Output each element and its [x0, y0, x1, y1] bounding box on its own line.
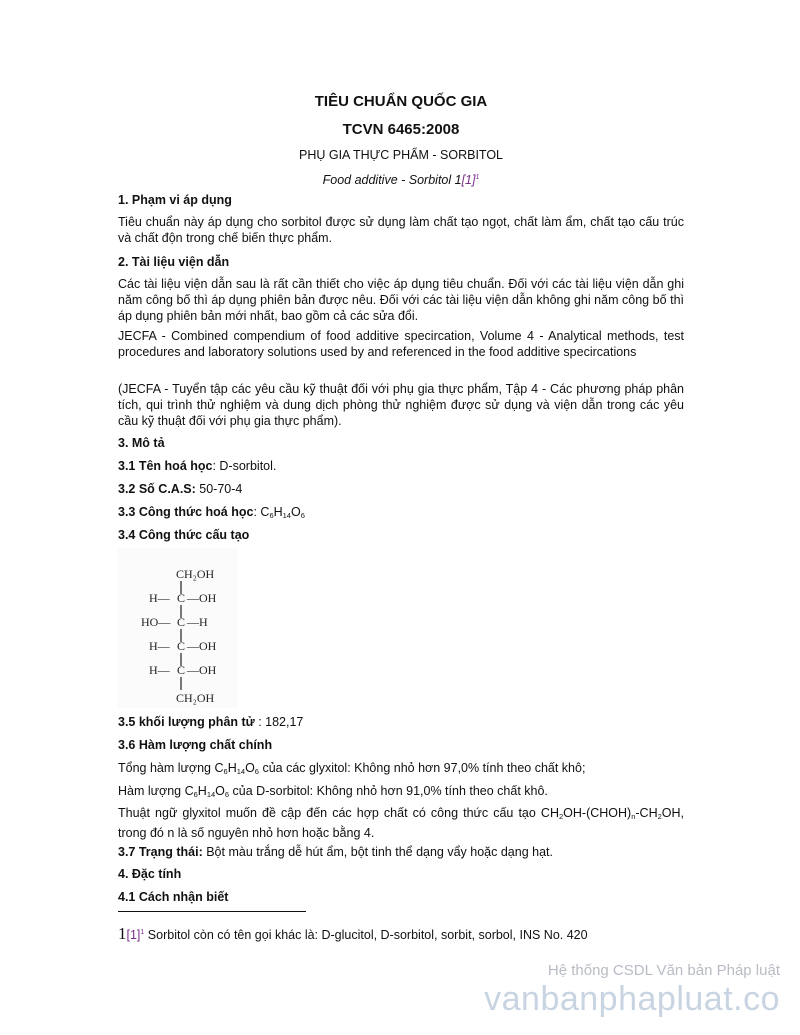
sorbitol-structure	[118, 548, 238, 708]
section-1-heading: 1. Phạm vi áp dụng	[118, 193, 232, 207]
section-2-text: Các tài liệu viện dẫn sau là rất cần thiết cho việc áp dụng tiêu chuẩn. Đối với các tài liệu viện dẫn ghi năm công bố thì áp dụng phiên bản được nêu. Đối với các tài liệu viện dẫn không ghi năm công bố thì áp dụng phiên bản mới nhất, bao gồm cả các sửa đổi.	[118, 277, 684, 323]
struct-row-2-right: —H	[187, 615, 208, 629]
watermark-line-1: Hệ thống CSDL Văn bản Pháp luật	[547, 962, 780, 979]
section-3-6-heading: 3.6 Hàm lượng chất chính	[118, 738, 273, 752]
section-3-5-value: : 182,17	[254, 715, 304, 729]
english-title	[118, 170, 684, 188]
section-4-1-heading: 4.1 Cách nhận biết	[118, 890, 229, 904]
section-3-2	[118, 481, 684, 497]
footnote-text: Sorbitol còn có tên gọi khác là: D-glucitol, D-sorbitol, sorbit, sorbol, INS No. 420	[144, 928, 588, 943]
section-3-3-colon: :	[253, 505, 261, 519]
document-subtitle: PHỤ GIA THỰC PHẨM - SORBITOL	[299, 148, 503, 162]
formula-inline-2: $C_6H_{14}O_6$	[184, 784, 230, 799]
section-3-6-line-3: Thuật ngữ glyxitol muốn đề cập đến các hợp chất có công thức cấu tạo $CH_2OH-(CHOH)_n-CH_2OH$, trong đó n là số nguyên nhỏ hơn hoặc bằng 4.	[118, 806, 684, 840]
struct-row-1-right: —OH	[187, 591, 217, 605]
struct-row-3-c: C	[177, 639, 186, 653]
section-3-7-label: 3.7 Trạng thái:	[118, 845, 203, 859]
section-3-2-value: 50-70-4	[195, 482, 243, 496]
section-3-7	[118, 844, 684, 860]
footnote-mark: 1	[475, 174, 480, 181]
section-3-1-label: 3.1 Tên hoá học	[118, 459, 213, 473]
struct-row-1-left: H—	[149, 591, 170, 605]
struct-row-3-left: H—	[149, 639, 170, 653]
section-3-3	[118, 504, 684, 524]
section-3-6-line-2: Hàm lượng $C_6H_{14}O_6$ của D-sorbitol: Không nhỏ hơn 91,0% tính theo chất khô.	[118, 784, 548, 799]
section-3-5	[118, 714, 684, 730]
footnote-number: 1	[118, 924, 127, 944]
chemical-formula: $C_6H_{14}O_6$	[260, 505, 305, 520]
footnote	[118, 925, 684, 943]
struct-row-5-right: CH₂OH	[176, 691, 215, 705]
section-3-3-label: 3.3 Công thức hoá học	[118, 505, 254, 519]
section-4-heading: 4. Đặc tính	[118, 867, 182, 881]
struct-row-3-right: —OH	[187, 639, 217, 653]
footnote-sup: 1	[140, 929, 145, 936]
document-title: TIÊU CHUẨN QUỐC GIA	[314, 93, 488, 110]
english-title-text: Food additive - Sorbitol 1	[322, 173, 462, 188]
section-3-5-label: 3.5 khối lượng phân tử	[118, 715, 255, 729]
structural-formula-image	[118, 548, 238, 708]
section-3-6-line-1: Tổng hàm lượng $C_6H_{14}O_6$ của các glyxitol: Không nhỏ hơn 97,0% tính theo chất khô;	[118, 761, 586, 776]
section-3-2-label: 3.2 Số C.A.S:	[118, 482, 196, 496]
formula-inline-1: $C_6H_{14}O_6$	[214, 761, 259, 776]
section-3-1	[118, 458, 684, 474]
section-3-heading: 3. Mô tả	[118, 436, 165, 450]
section-2-reference-vi: (JECFA - Tuyển tập các yêu cầu kỹ thuật đối với phụ gia thực phẩm, Tập 4 - Các phương pháp phân tích, qui trình thử nghiệm và dung dịch phòng thử nghiệm được sử dụng và viện dẫn trong các yêu cầu kỹ thuật đối với phụ gia thực phẩm).	[118, 382, 684, 428]
watermark-line-2: vanbanphapluat.co	[484, 980, 780, 1018]
footnote-divider	[118, 911, 306, 912]
section-1-text: Tiêu chuẩn này áp dụng cho sorbitol được sử dụng làm chất tạo ngọt, chất làm ẩm, chất tạo cấu trúc và chất độn trong chế biến thực phẩm.	[118, 215, 684, 245]
struct-row-2-left: HO—	[141, 615, 171, 629]
section-3-4-heading: 3.4 Công thức cấu tạo	[118, 528, 250, 542]
footnote-link[interactable]: [1]	[461, 173, 476, 188]
section-3-7-value: Bột màu trắng dễ hút ẩm, bột tinh thể dạng vẩy hoặc dạng hạt.	[202, 845, 553, 859]
footnote-backlink[interactable]: [1]	[126, 928, 141, 943]
section-3-1-value: : D-sorbitol.	[212, 459, 277, 473]
struct-row-4-right: —OH	[187, 663, 217, 677]
struct-row-1-c: C	[177, 591, 186, 605]
section-2-heading: 2. Tài liệu viện dẫn	[118, 255, 230, 269]
section-2-reference: JECFA - Combined compendium of food additive specircation, Volume 4 - Analytical methods, test procedures and laboratory solutions used by and referenced in the food additive specircations	[118, 329, 684, 359]
struct-row-0-right: CH₂OH	[176, 567, 215, 581]
standard-code: TCVN 6465:2008	[342, 121, 460, 138]
struct-row-4-left: H—	[149, 663, 170, 677]
struct-row-2-c: C	[177, 615, 186, 629]
struct-row-4-c: C	[177, 663, 186, 677]
